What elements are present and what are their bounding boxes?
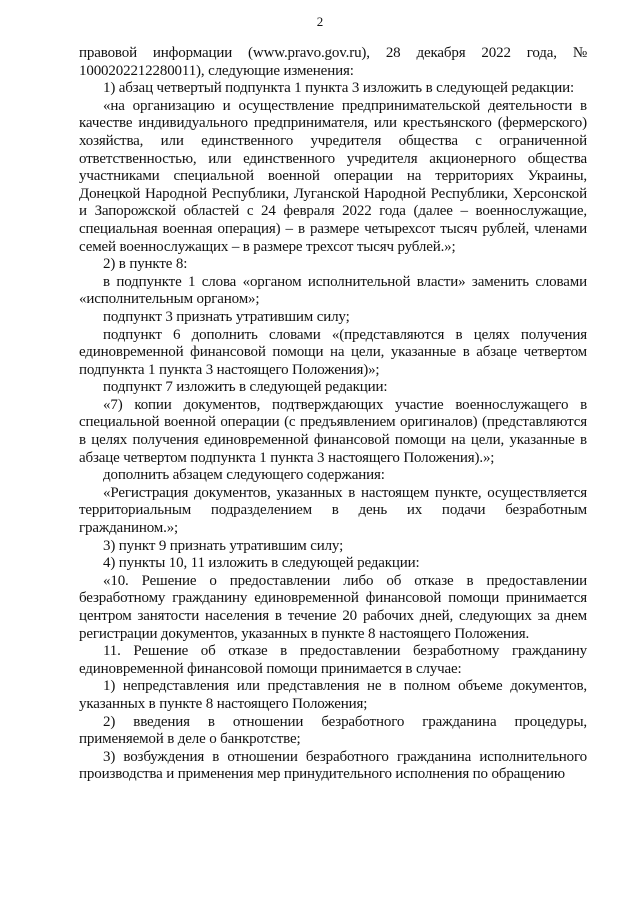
paragraph-16: 1) непредставления или представления не в полном объеме документов, указанных в пункте 8 настоящего Положения;: [79, 678, 587, 712]
paragraph-6: подпункт 3 признать утратившим силу;: [103, 308, 350, 325]
paragraph-17: 2) введения в отношении безработного гражданина процедуры, применяемой в деле о банкротстве;: [79, 713, 587, 748]
paragraph-4: 2) в пункте 8:: [103, 256, 188, 273]
paragraph-2: 1) абзац четвертый подпункта 1 пункта 3 изложить в следующей редакции:: [103, 80, 574, 97]
paragraph-14: «10. Решение о предоставлении либо об отказе в предоставлении безработному гражданину единовременной финансовой помощи принимается центром занятости населения в течение 20 рабочих дней, следующих за днем регистрации документов, указанных в пункте 8 настоящего Положения.: [79, 572, 587, 642]
page-number: 2: [316, 14, 324, 29]
paragraph-15: 11. Решение об отказе в предоставлении безработному гражданину единовременной финансовой помощи принимается в случае:: [79, 643, 587, 677]
paragraph-12: 3) пункт 9 признать утратившим силу;: [103, 537, 344, 554]
paragraph-13: 4) пункты 10, 11 изложить в следующей редакции:: [103, 555, 420, 572]
document-body: [79, 45, 587, 784]
paragraph-7: подпункт 6 дополнить словами «(представляются в целях получения единовременной финансовой помощи на цели, указанные в абзаце четвертом подпункта 1 пункта 3 настоящего Положения)»;: [79, 326, 587, 378]
paragraph-9: «7) копии документов, подтверждающих участие военнослужащего в специальной военной операции (с предъявлением оригиналов) (представляются в целях получения единовременной финансовой помощи на цели, указанные в абзаце четвертом подпункта 1 пункта 3 настоящего Положения).»;: [79, 396, 587, 466]
paragraph-5: в подпункте 1 слова «органом исполнительной власти» заменить словами «исполнительным органом»;: [79, 273, 587, 308]
paragraph-1: правовой информации (www.pravo.gov.ru), 28 декабря 2022 года, № 1000202212280011), следующие изменения:: [79, 45, 587, 79]
paragraph-11: «Регистрация документов, указанных в настоящем пункте, осуществляется территориальным подразделением в день их подачи безработным гражданином.»;: [79, 484, 587, 537]
paragraph-10: дополнить абзацем следующего содержания:: [103, 467, 385, 484]
paragraph-18: 3) возбуждения в отношении безработного гражданина исполнительного производства и применения мер принудительного исполнения по обращению: [79, 748, 587, 783]
paragraph-8: подпункт 7 изложить в следующей редакции:: [103, 379, 388, 396]
paragraph-3: «на организацию и осуществление предпринимательской деятельности в качестве индивидуального предпринимателя, или крестьянского (фермерского) хозяйства, или единственного учредителя общества с ограниченной ответственностью, или единственного учредителя акционерного общества участниками специальной военной операции на территориях Украины, Донецкой Народной Республики, Луганской Народной Республики, Херсонской и Запорожской областей с 24 февраля 2022 года (далее – военнослужащие, специальная военная операция) – в размере четырехсот тысяч рублей, членами семей военнослужащих – в размере трехсот тысяч рублей.»;: [79, 97, 587, 255]
